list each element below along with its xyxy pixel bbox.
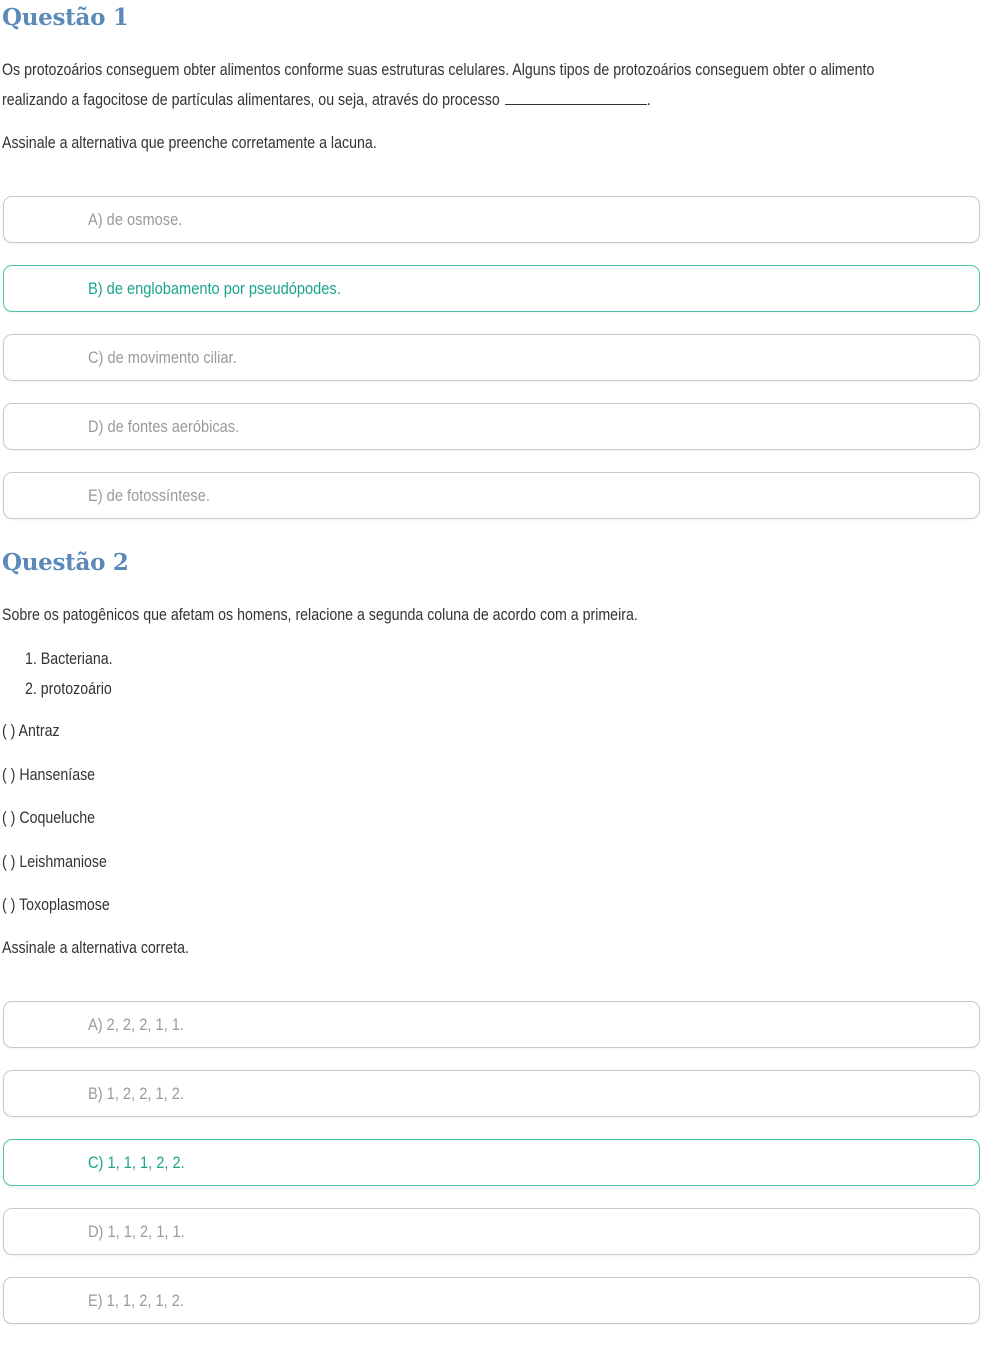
q1-option-c-label: C) de movimento ciliar. (88, 348, 237, 367)
match-item-3: ( ) Coqueluche (2, 809, 96, 827)
q2-option-c[interactable] (3, 1139, 980, 1186)
q1-option-b[interactable] (3, 265, 980, 312)
q1-option-c[interactable] (3, 334, 980, 381)
numbered-list-item-2: 2. protozoário (25, 680, 112, 698)
q2-option-d[interactable] (3, 1208, 980, 1255)
question-1-text-line-2 (2, 86, 845, 115)
question-1-title: Questão 1 (2, 4, 129, 31)
question-2-title: Questão 2 (2, 549, 129, 576)
match-item-4: ( ) Leishmaniose (2, 853, 107, 871)
q2-option-e[interactable] (3, 1277, 980, 1324)
q2-option-b[interactable] (3, 1070, 980, 1117)
q2-option-a-label: A) 2, 2, 2, 1, 1. (88, 1015, 184, 1034)
q1-option-e-label: E) de fotossíntese. (88, 486, 210, 505)
q1-option-d-label: D) de fontes aeróbicas. (88, 417, 240, 436)
q2-option-d-label: D) 1, 1, 2, 1, 1. (88, 1222, 185, 1241)
question-2-instruction: Assinale a alternativa correta. (2, 939, 189, 957)
q1-option-d[interactable] (3, 403, 980, 450)
blank-gap (505, 90, 647, 105)
match-item-2: ( ) Hanseníase (2, 766, 96, 784)
q1-option-a-label: A) de osmose. (88, 210, 183, 229)
question-2-prompt: Sobre os patogênicos que afetam os homens, relacione a segunda coluna de acordo com a primeira. (2, 606, 638, 624)
q2-option-a[interactable] (3, 1001, 980, 1048)
q1-option-e[interactable] (3, 472, 980, 519)
numbered-list-item-1: 1. Bacteriana. (25, 650, 113, 668)
q1-option-a[interactable] (3, 196, 980, 243)
q1-option-b-label: B) de englobamento por pseudópodes. (88, 279, 341, 298)
match-item-5: ( ) Toxoplasmose (2, 896, 110, 914)
question-1-instruction: Assinale a alternativa que preenche corretamente a lacuna. (2, 134, 377, 152)
q2-option-e-label: E) 1, 1, 2, 1, 2. (88, 1291, 184, 1310)
question-1-text-line-2-end: . (646, 91, 651, 109)
question-1-text-line-2-body: realizando a fagocitose de partículas alimentares, ou seja, através do processo (2, 91, 500, 109)
match-item-1: ( ) Antraz (2, 722, 60, 740)
question-1-text-line-1: Os protozoários conseguem obter alimentos conforme suas estruturas celulares. Alguns tipos de protozoários conseguem obter o alimento (2, 61, 875, 79)
q2-option-b-label: B) 1, 2, 2, 1, 2. (88, 1084, 184, 1103)
q2-option-c-label: C) 1, 1, 1, 2, 2. (88, 1153, 185, 1172)
